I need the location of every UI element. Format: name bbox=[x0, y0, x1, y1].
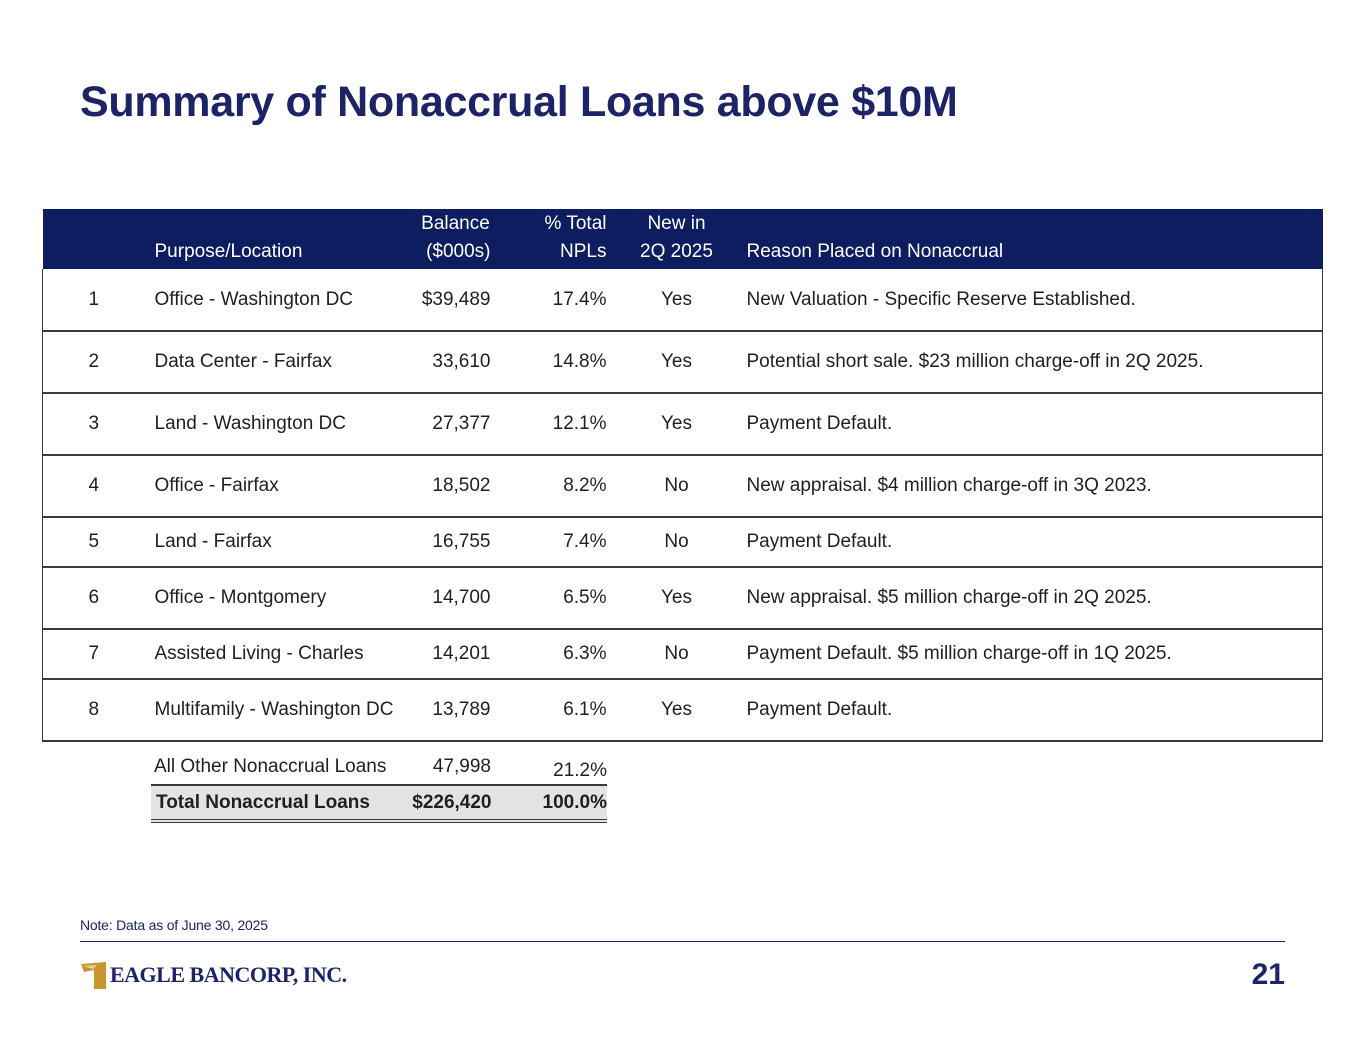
header-balance-line2: ($000s) bbox=[426, 241, 491, 262]
nonaccrual-loans-table bbox=[42, 209, 1323, 742]
row-pct-total: 8.2% bbox=[563, 475, 607, 496]
row-purpose: Land - Fairfax bbox=[154, 531, 272, 552]
row-pct-total: 6.3% bbox=[563, 643, 607, 664]
header-balance bbox=[407, 209, 491, 269]
row-number: 5 bbox=[88, 531, 100, 552]
header-new-line1: New in bbox=[647, 213, 706, 234]
row-balance: 13,789 bbox=[432, 699, 491, 720]
row-balance: 33,610 bbox=[432, 351, 491, 372]
row-pct-total: 14.8% bbox=[552, 351, 607, 372]
footer-divider bbox=[80, 941, 1285, 942]
other-loans-row bbox=[151, 750, 607, 784]
row-new-in-quarter: Yes bbox=[661, 351, 692, 372]
data-note: Note: Data as of June 30, 2025 bbox=[80, 917, 268, 933]
table-row bbox=[43, 393, 1323, 455]
other-loans-pct: 21.2% bbox=[553, 760, 607, 781]
row-balance: 16,755 bbox=[432, 531, 491, 552]
row-new-in-quarter: No bbox=[664, 531, 689, 552]
row-number: 4 bbox=[88, 475, 100, 496]
table-row bbox=[43, 331, 1323, 393]
row-new-in-quarter: Yes bbox=[661, 587, 692, 608]
row-reason: Potential short sale. $23 million charge-off in 2Q 2025. bbox=[746, 351, 1204, 372]
row-new-in-quarter: No bbox=[664, 475, 689, 496]
row-number: 2 bbox=[88, 351, 100, 372]
header-number bbox=[43, 209, 145, 269]
row-pct-total: 7.4% bbox=[563, 531, 607, 552]
total-loans-label: Total Nonaccrual Loans bbox=[156, 791, 370, 813]
row-pct-total: 12.1% bbox=[552, 413, 607, 434]
row-number: 3 bbox=[88, 413, 100, 434]
header-reason: Reason Placed on Nonaccrual bbox=[746, 241, 1004, 262]
table-row bbox=[43, 517, 1323, 567]
row-pct-total: 6.1% bbox=[563, 699, 607, 720]
total-loans-pct: 100.0% bbox=[542, 791, 607, 813]
table-row bbox=[43, 629, 1323, 679]
other-loans-balance: 47,998 bbox=[432, 756, 491, 777]
logo-text: EAGLE BANCORP, INC. bbox=[110, 962, 347, 987]
table-row bbox=[43, 679, 1323, 741]
row-purpose: Assisted Living - Charles bbox=[154, 643, 364, 664]
header-new-in-quarter bbox=[607, 209, 747, 269]
row-new-in-quarter: Yes bbox=[661, 699, 692, 720]
row-reason: Payment Default. bbox=[746, 413, 893, 434]
company-logo bbox=[80, 960, 347, 990]
row-reason: Payment Default. bbox=[746, 531, 893, 552]
page-number: 21 bbox=[1251, 958, 1285, 991]
other-loans-label: All Other Nonaccrual Loans bbox=[154, 756, 387, 777]
row-purpose: Multifamily - Washington DC bbox=[154, 699, 394, 720]
header-pct-line2: NPLs bbox=[560, 241, 607, 262]
table-row bbox=[43, 567, 1323, 629]
row-reason: Payment Default. bbox=[746, 699, 893, 720]
row-purpose: Office - Washington DC bbox=[154, 288, 354, 310]
row-number: 1 bbox=[88, 288, 100, 310]
row-purpose: Office - Montgomery bbox=[154, 587, 327, 608]
header-purpose: Purpose/Location bbox=[154, 241, 303, 262]
table-row bbox=[43, 269, 1323, 331]
row-number: 8 bbox=[88, 699, 100, 720]
table-row bbox=[43, 455, 1323, 517]
row-new-in-quarter: Yes bbox=[661, 288, 692, 310]
header-balance-line1: Balance bbox=[421, 213, 490, 234]
header-new-line2: 2Q 2025 bbox=[640, 241, 713, 262]
row-new-in-quarter: No bbox=[664, 643, 689, 664]
total-loans-row bbox=[151, 784, 607, 823]
row-balance: 18,502 bbox=[432, 475, 491, 496]
row-purpose: Office - Fairfax bbox=[154, 475, 279, 496]
row-balance: 27,377 bbox=[432, 413, 491, 434]
row-reason: New Valuation - Specific Reserve Established. bbox=[746, 288, 1136, 310]
row-reason: Payment Default. $5 million charge-off in 1Q 2025. bbox=[746, 643, 1172, 664]
totals-summary bbox=[151, 750, 607, 823]
row-new-in-quarter: Yes bbox=[661, 413, 692, 434]
total-loans-balance: $226,420 bbox=[412, 791, 492, 813]
row-reason: New appraisal. $4 million charge-off in 3Q 2023. bbox=[746, 475, 1152, 496]
row-balance: 14,700 bbox=[432, 587, 491, 608]
eagle-logo-icon bbox=[80, 960, 108, 990]
page-title: Summary of Nonaccrual Loans above $10M bbox=[80, 78, 958, 126]
header-pct-total bbox=[491, 209, 607, 269]
row-balance: 14,201 bbox=[432, 643, 491, 664]
table-header-row bbox=[43, 209, 1323, 269]
row-number: 6 bbox=[88, 587, 100, 608]
row-purpose: Land - Washington DC bbox=[154, 413, 347, 434]
row-purpose: Data Center - Fairfax bbox=[154, 351, 332, 372]
row-number: 7 bbox=[88, 643, 100, 664]
header-pct-line1: % Total bbox=[544, 213, 607, 234]
row-pct-total: 6.5% bbox=[563, 587, 607, 608]
row-pct-total: 17.4% bbox=[552, 288, 607, 310]
row-balance: $39,489 bbox=[421, 288, 491, 310]
row-reason: New appraisal. $5 million charge-off in 2Q 2025. bbox=[746, 587, 1152, 608]
